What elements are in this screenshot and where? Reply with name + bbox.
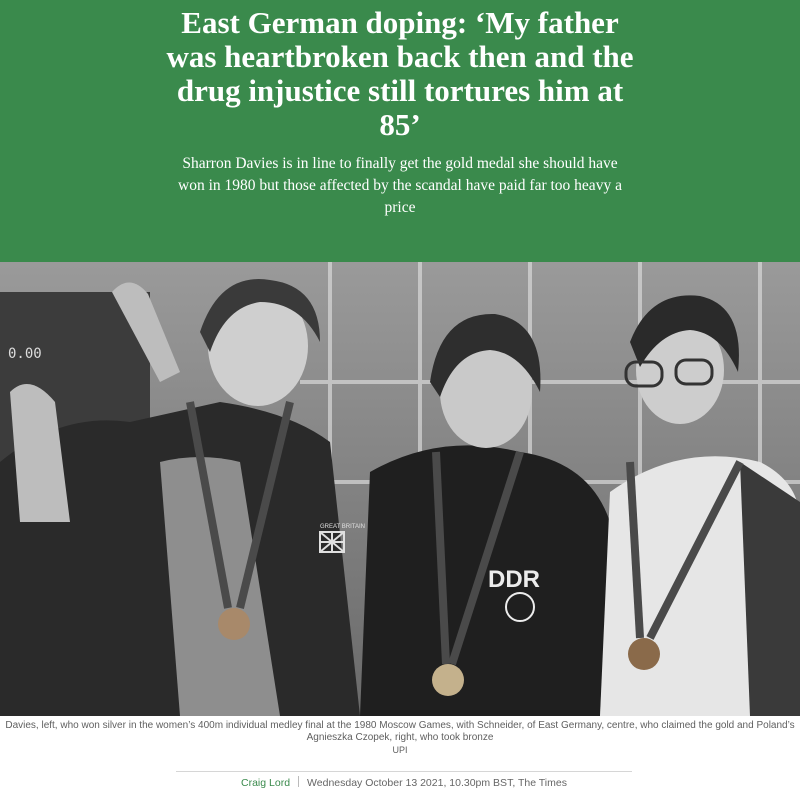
standfirst: Sharron Davies is in line to finally get the gold medal she should have won in 1980 but those affected by the scandal have paid far too heavy a price xyxy=(178,155,622,216)
lead-photo xyxy=(0,262,800,716)
byline-separator xyxy=(298,776,299,787)
photo-illustration xyxy=(0,262,800,716)
headline: East German doping: ‘My father was heartbroken back then and the drug injustice still tortures him at 85’ xyxy=(166,5,634,142)
photo-caption: Davies, left, who won silver in the women’s 400m individual medley final at the 1980 Moscow Games, with Schneider, of East Germany, centre, who claimed the gold and Poland’s Agnieszka Czopek, right, who took bronze xyxy=(5,720,795,743)
shirt-center-text: DDR xyxy=(488,566,540,593)
dateline: Wednesday October 13 2021, 10.30pm BST, The Times xyxy=(307,777,567,789)
photo-credit: UPI xyxy=(392,745,408,755)
author-link[interactable]: Craig Lord xyxy=(241,777,291,789)
shirt-left-text: GREAT BRITAIN xyxy=(320,524,366,530)
byline-divider xyxy=(176,771,632,772)
byline xyxy=(176,776,632,789)
scoreboard-text: 0.00 xyxy=(8,346,42,362)
article-header xyxy=(0,0,800,262)
